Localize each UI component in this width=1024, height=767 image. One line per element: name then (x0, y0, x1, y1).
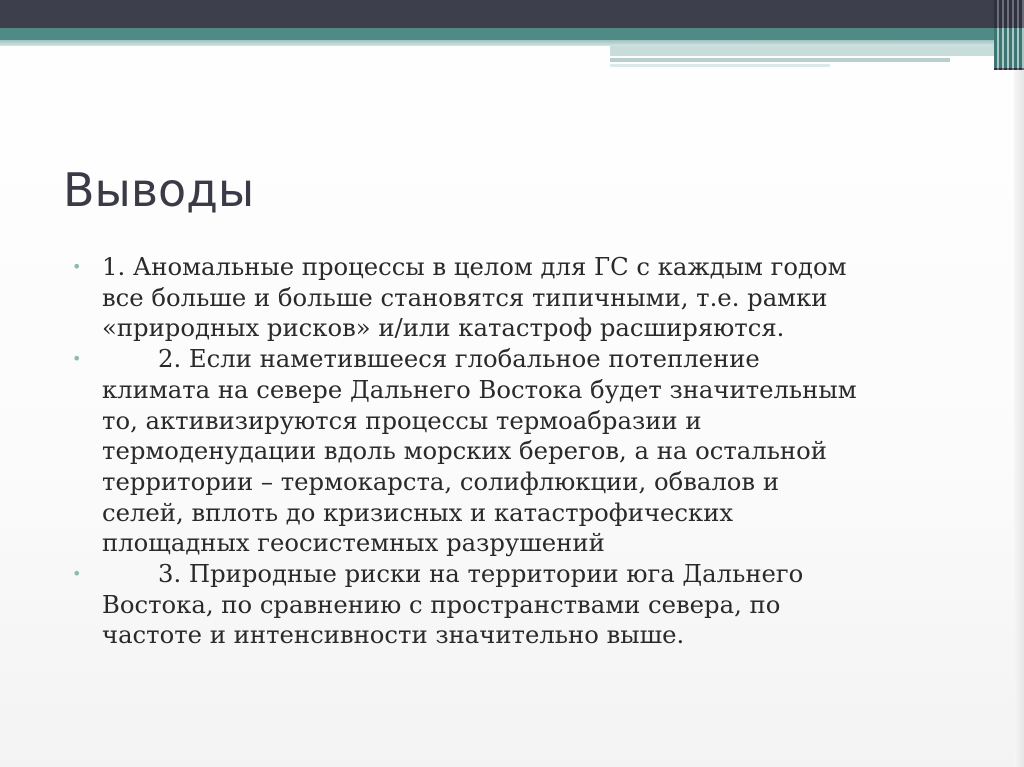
bullet-line: 2. Если наметившееся глобальное потепление (158, 344, 760, 374)
bullet-line: площадных геосистемных разрушений (102, 528, 605, 558)
header-accent-bar-2 (610, 58, 950, 62)
bullet-list (66, 252, 966, 651)
bullet-line: все больше и больше становятся типичными, т.е. рамки (102, 282, 828, 312)
bullet-line: 1. Аномальные процессы в целом для ГС с каждым годом (102, 252, 847, 281)
bullet-dot-icon: • (72, 257, 82, 276)
bullet-item-1 (66, 252, 966, 344)
corner-stripes-teal (994, 28, 1024, 68)
bullet-line: то, активизируются процессы термоабразии и (102, 405, 702, 435)
bullet-item-3 (66, 559, 966, 651)
header-accent-bar (610, 46, 1024, 56)
bullet-line: «природных рисков» и/или катастроф расширяются. (102, 313, 785, 343)
bullet-line: Востока, по сравнению с пространствами севера, по (102, 589, 781, 619)
bullet-line: селей, вплоть до кризисных и катастрофических (102, 497, 734, 527)
header-teal-bar (0, 28, 1024, 40)
bullet-item-2 (66, 344, 966, 559)
bullet-line: территории – термокарста, солифлюкции, обвалов и (102, 466, 780, 496)
bullet-line: частоте и интенсивности значительно выше. (102, 620, 685, 650)
bullet-line: термоденудации вдоль морских берегов, а на остальной (102, 436, 827, 466)
bullet-line: климата на севере Дальнего Востока будет значительным (102, 374, 857, 404)
bullet-line: 3. Природные риски на территории юга Дальнего (158, 559, 804, 589)
right-edge-shadow (1014, 70, 1024, 767)
slide-title: Выводы (63, 163, 255, 217)
header-dark-bar (0, 0, 1024, 28)
bullet-dot-icon: • (72, 349, 82, 369)
bullet-dot-icon: • (72, 564, 82, 584)
header-accent-bar-3 (610, 64, 830, 67)
